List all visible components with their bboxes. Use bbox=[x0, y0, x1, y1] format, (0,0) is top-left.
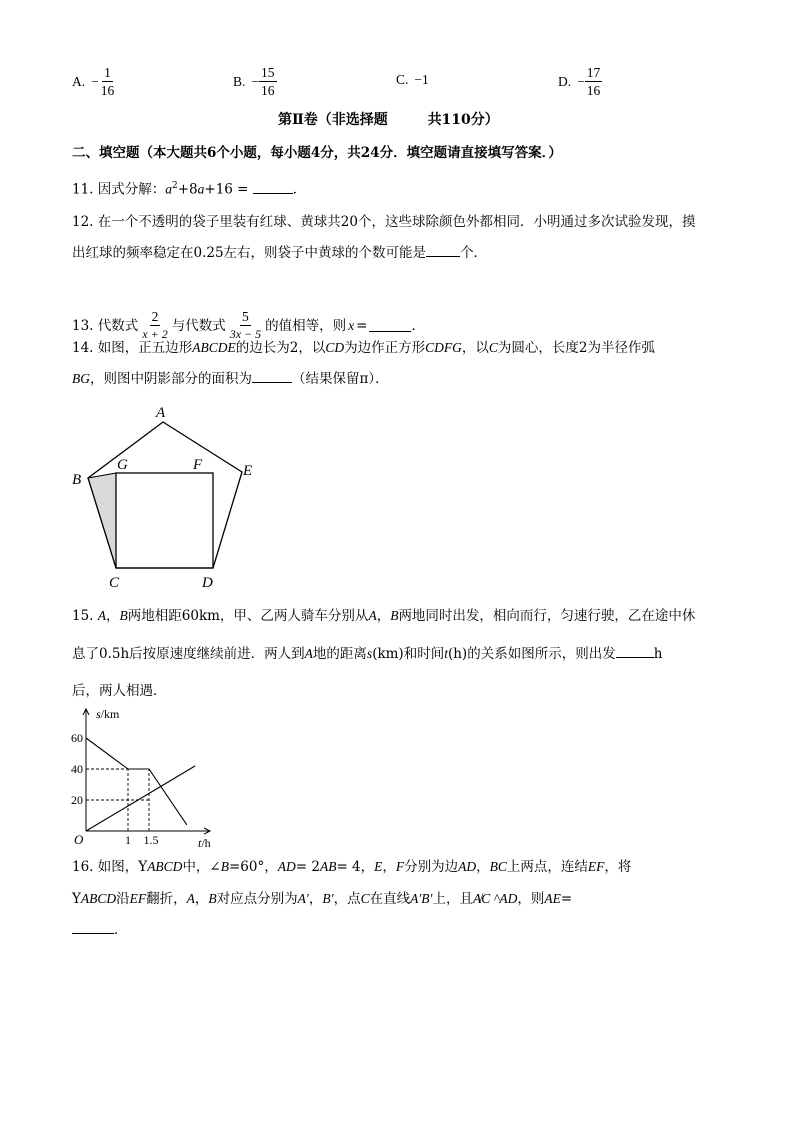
q11-var-a: a bbox=[165, 181, 173, 197]
q14-text-a: 14. 如图，正五边形 bbox=[72, 340, 193, 356]
q13-var-x: x bbox=[348, 317, 355, 333]
option-a-numerator: 1 bbox=[104, 65, 111, 80]
option-c-value: −1 bbox=[414, 72, 429, 87]
q15-a2: A bbox=[368, 608, 377, 623]
q13-fraction-2 bbox=[228, 308, 263, 343]
q15-xlabel-t: t bbox=[198, 836, 202, 850]
question-11 bbox=[72, 177, 306, 199]
q15-series-lines bbox=[86, 738, 195, 831]
option-d bbox=[558, 64, 602, 99]
q16-text-m: 对应点分别为 bbox=[216, 891, 298, 907]
q14-text-f: ，则图中阴影部分的面积为 bbox=[90, 371, 252, 387]
q14-square bbox=[116, 473, 213, 568]
q16-ad: AD bbox=[277, 859, 296, 874]
q16-text-f: 分别为边 bbox=[404, 859, 459, 875]
q16-ad-3: AD bbox=[499, 891, 518, 906]
question-15-line3: 后，两人相遇． bbox=[72, 683, 167, 699]
q13-mid: 与代数式 bbox=[171, 317, 226, 334]
q11-mid: +8 bbox=[177, 181, 198, 198]
q16-ef: EF bbox=[587, 859, 605, 874]
option-b-sign: − bbox=[251, 73, 260, 89]
q14-text-g: （结果保留π）． bbox=[292, 371, 389, 387]
option-b bbox=[233, 64, 277, 99]
q15-answer-blank[interactable] bbox=[616, 645, 654, 658]
q16-text-p: 在直线 bbox=[369, 891, 411, 907]
question-16-line1 bbox=[72, 858, 631, 876]
q16-b-prime: B′ bbox=[322, 891, 334, 906]
q16-b-2: B bbox=[208, 891, 217, 906]
q16-eq2: = 4 bbox=[336, 859, 361, 875]
option-a-fraction bbox=[99, 64, 117, 99]
option-d-fraction bbox=[585, 64, 603, 99]
q15-x-tick-1.5: 1.5 bbox=[143, 833, 159, 847]
q14-label-e: E bbox=[243, 463, 253, 479]
option-b-label: B. bbox=[233, 73, 246, 89]
question-12-line1: 12. 在一个不透明的袋子里装有红球、黄球共20个，这些球除颜色外都相同．小明通过多次试验发现，摸 bbox=[72, 214, 696, 230]
q14-text-d: ，以 bbox=[461, 340, 489, 356]
q13-suffix: 的值相等，则 bbox=[265, 317, 347, 334]
q13-fraction-1 bbox=[140, 308, 169, 343]
q15-ylabel-unit: /km bbox=[100, 707, 120, 721]
q15-y-tick-40: 40 bbox=[71, 762, 83, 776]
question-13 bbox=[72, 308, 425, 343]
option-d-denominator: 16 bbox=[586, 83, 601, 98]
q13-prefix: 13. 代数式 bbox=[72, 317, 139, 334]
q15-text-g: 的关系如图所示，则出发 bbox=[467, 646, 616, 662]
q16-eq1: = 2 bbox=[295, 859, 320, 875]
q16-text-i: ，将 bbox=[604, 859, 632, 875]
q16-f: F bbox=[395, 859, 405, 874]
q15-a3: A bbox=[304, 646, 313, 661]
part2-title-score: 共110分） bbox=[427, 112, 499, 128]
question-12-line2 bbox=[72, 244, 487, 262]
q13-end: ． bbox=[411, 317, 425, 334]
q14-answer-blank[interactable] bbox=[252, 370, 292, 383]
option-a-denominator: 16 bbox=[100, 83, 115, 98]
q15-xlabel-unit: /h bbox=[201, 836, 211, 850]
q12-text-a: 出红球的频率稳定在0.25左右，则袋子中黄球的个数可能是 bbox=[72, 245, 427, 261]
q15-text-d: 息了0.5h后按原速度继续前进．两人到 bbox=[72, 646, 305, 662]
question-16-line3 bbox=[72, 921, 128, 939]
q15-chart bbox=[68, 703, 228, 853]
q16-text-g: ， bbox=[476, 859, 490, 875]
q16-apbp: A′B′ bbox=[410, 891, 433, 906]
q15-sep1: ， bbox=[106, 608, 120, 624]
q16-text-r: ，则 bbox=[517, 891, 545, 907]
q14-label-a: A bbox=[156, 405, 166, 421]
q15-y-axis-label bbox=[96, 707, 120, 721]
q16-text-q: 上，且 bbox=[432, 891, 473, 907]
q14-text-b: 的边长为2，以 bbox=[235, 340, 326, 356]
question-15-line2 bbox=[72, 645, 662, 663]
option-b-numerator: 15 bbox=[261, 65, 275, 80]
q16-text-l: ， bbox=[194, 891, 209, 907]
q16-text-d: ， bbox=[360, 859, 375, 875]
q15-b1: B bbox=[119, 608, 128, 623]
q16-a-2: A bbox=[186, 891, 195, 906]
q15-tick-labels bbox=[71, 731, 159, 847]
q16-a-prime: A′ bbox=[297, 891, 309, 906]
q16-b: B bbox=[220, 859, 229, 874]
q13-eq: = bbox=[356, 317, 368, 334]
q15-t: t bbox=[444, 646, 448, 661]
question-15-line1 bbox=[72, 607, 695, 625]
q14-text-e: 为圆心，长度2为半径作弧 bbox=[497, 340, 655, 356]
q15-reference-lines bbox=[86, 769, 149, 831]
q13-fraction-2-denominator: 3x − 5 bbox=[229, 327, 262, 341]
option-d-label: D. bbox=[558, 73, 572, 89]
q16-text-o: ，点 bbox=[333, 891, 361, 907]
fill-blank-heading: 二、填空题（本大题共6个小题，每小题4分，共24分．填空题请直接填写答案．） bbox=[72, 145, 562, 161]
q16-abcd: ABCD bbox=[147, 859, 183, 874]
q16-ae: AE bbox=[544, 891, 561, 906]
question-16-line2 bbox=[72, 890, 572, 908]
option-a bbox=[72, 64, 116, 99]
q16-text-j: 沿 bbox=[116, 891, 130, 907]
q16-text-a: 16. 如图， bbox=[72, 859, 139, 875]
q15-ylabel-s: s bbox=[96, 707, 101, 721]
q15-text-e: 地的距离 bbox=[312, 646, 367, 662]
q12-answer-blank[interactable] bbox=[426, 244, 460, 257]
q14-pentagon-figure bbox=[60, 398, 280, 594]
q14-square-name: CDFG bbox=[425, 340, 462, 355]
question-14-line2 bbox=[72, 370, 389, 388]
option-d-numerator: 17 bbox=[586, 65, 601, 80]
q13-answer-blank[interactable] bbox=[369, 319, 411, 332]
q15-b2: B bbox=[390, 608, 399, 623]
q16-text-e: ， bbox=[382, 859, 396, 875]
q12-text-b: 个． bbox=[460, 245, 488, 261]
q15-text-c: 两地同时出发，相向而行，匀速行驶，乙在途中休 bbox=[398, 608, 696, 624]
q14-cd: CD bbox=[325, 340, 345, 355]
q16-text-k: 翻折， bbox=[146, 891, 187, 907]
q16-bc: BC bbox=[489, 859, 507, 874]
q15-x-tick-1: 1 bbox=[125, 833, 131, 847]
q15-text-h: h bbox=[653, 646, 663, 662]
option-b-fraction bbox=[259, 64, 277, 99]
q16-parallelogram-symbol-2: Y bbox=[72, 891, 81, 907]
q16-text-c: =60°， bbox=[229, 859, 278, 875]
q15-y-tick-60: 60 bbox=[71, 731, 83, 745]
q16-text-n: ， bbox=[308, 891, 323, 907]
q11-exponent: 2 bbox=[172, 181, 178, 191]
q16-ef-2: EF bbox=[129, 891, 147, 906]
q14-label-d: D bbox=[202, 575, 213, 591]
q15-km: (km) bbox=[372, 646, 404, 662]
q13-fraction-2-numerator: 5 bbox=[242, 309, 249, 324]
q16-end: ． bbox=[114, 922, 128, 938]
q16-text-b: 中，∠ bbox=[182, 859, 221, 875]
q15-a1: A bbox=[97, 608, 107, 623]
part2-title bbox=[278, 109, 499, 129]
q13-fraction-1-denominator: x + 2 bbox=[142, 327, 168, 341]
q15-series-line-jia bbox=[86, 766, 195, 831]
option-a-sign: − bbox=[91, 73, 99, 89]
q14-pentagon-name: ABCDE bbox=[192, 340, 236, 355]
q16-c-2: C bbox=[360, 891, 370, 906]
q14-bg: BG bbox=[72, 371, 90, 386]
q15-h: (h) bbox=[447, 646, 468, 662]
q15-num: 15. bbox=[72, 608, 98, 624]
q15-s: s bbox=[366, 646, 373, 661]
part2-title-main: 第Ⅱ卷（非选择题 bbox=[278, 112, 388, 128]
q15-series-line-yi bbox=[86, 738, 187, 825]
q11-prefix: 11. 因式分解： bbox=[72, 181, 166, 198]
q15-y-tick-20: 20 bbox=[71, 793, 83, 807]
q16-abcd-2: ABCD bbox=[80, 891, 117, 906]
q15-sep2: ， bbox=[376, 608, 391, 624]
option-c bbox=[396, 72, 429, 88]
q14-label-g: G bbox=[117, 457, 128, 473]
q15-text-b: 两地相距60km，甲、乙两人骑车分别从 bbox=[127, 608, 369, 624]
option-c-label: C. bbox=[396, 72, 409, 87]
option-b-denominator: 16 bbox=[261, 83, 275, 98]
q16-eq3: = bbox=[560, 891, 573, 907]
q16-e: E bbox=[374, 859, 383, 874]
q16-ad2: AD bbox=[458, 859, 477, 874]
q11-end: ． bbox=[292, 181, 307, 198]
q16-parallelogram-symbol: Y bbox=[138, 859, 148, 875]
q16-ab: AB bbox=[319, 859, 337, 874]
q14-c: C bbox=[488, 340, 498, 355]
q16-answer-blank[interactable] bbox=[72, 921, 114, 934]
q16-perp-expr: A̸C ^ bbox=[473, 891, 500, 906]
question-14-line1 bbox=[72, 339, 655, 357]
q13-fraction-1-numerator: 2 bbox=[151, 309, 159, 324]
q11-var-a2: a bbox=[197, 181, 205, 197]
q15-text-f: 和时间 bbox=[403, 646, 445, 662]
q11-answer-blank[interactable] bbox=[253, 181, 293, 194]
option-d-sign: − bbox=[577, 73, 585, 89]
q14-text-c: 为边作正方形 bbox=[344, 340, 426, 356]
q11-rest: +16 = bbox=[204, 181, 249, 198]
q15-origin-label: O bbox=[74, 832, 84, 847]
q14-label-f: F bbox=[193, 457, 203, 473]
q14-label-b: B bbox=[72, 472, 82, 488]
q15-x-axis-label bbox=[198, 836, 211, 850]
q16-text-h: 上两点，连结 bbox=[506, 859, 588, 875]
q14-label-c: C bbox=[109, 575, 120, 591]
option-a-label: A. bbox=[72, 73, 86, 89]
